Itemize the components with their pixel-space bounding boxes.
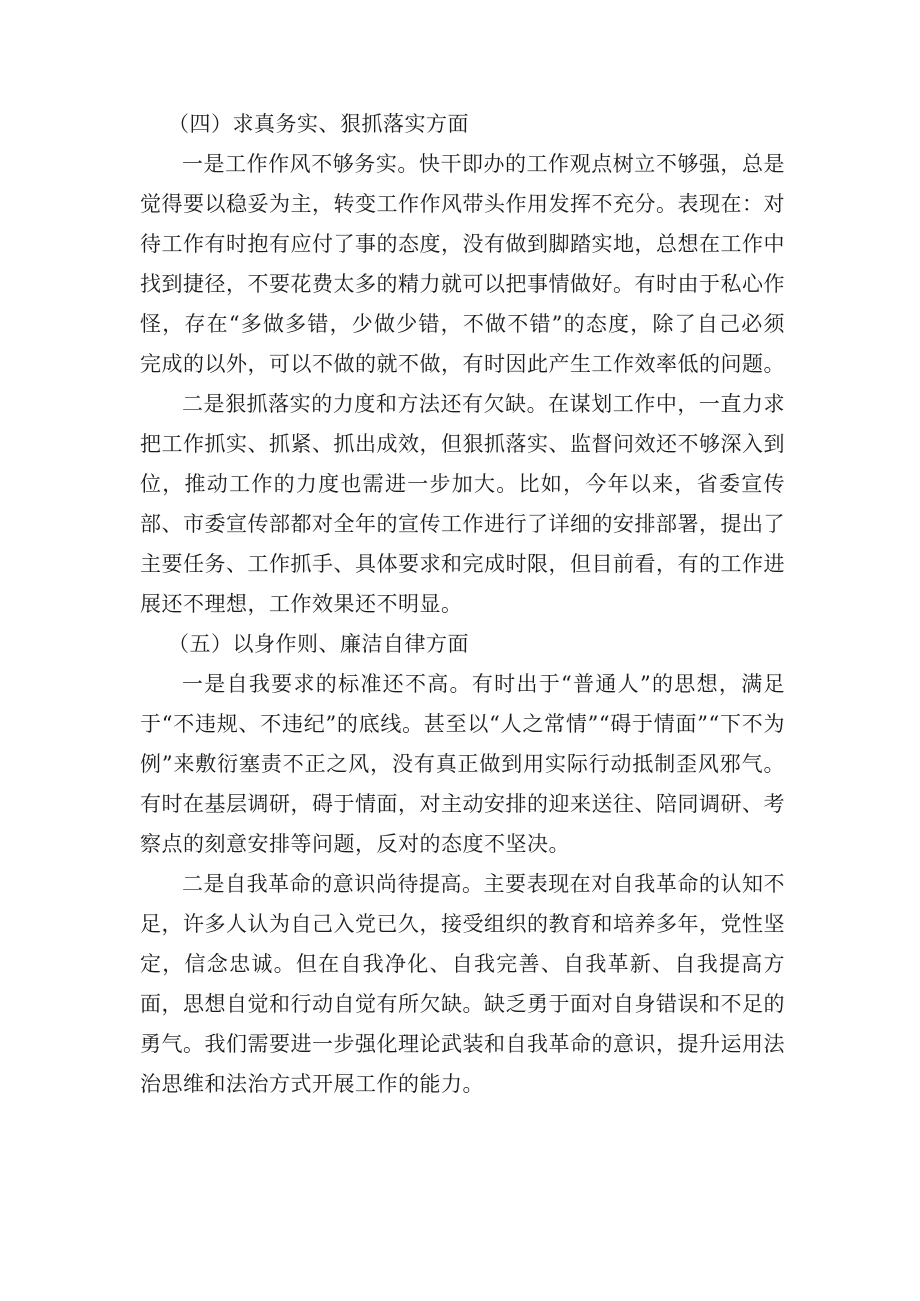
paragraph-implementation: 二是狠抓落实的力度和方法还有欠缺。在谋划工作中，一直力求把工作抓实、抓紧、抓出成效，但狠抓落实、监督问效还不够深入到位，推动工作的力度也需进一步加大。比如，今年以来，省委宣传部、市委宣传部都对全年的宣传工作进行了详细的安排部署，提出了主要任务、工作抓手、具体要求和完成时限，但目前看，有的工作进展还不理想，工作效果还不明显。 xyxy=(140,392,785,616)
paragraph-work-style: 一是工作作风不够务实。快干即办的工作观点树立不够强，总是觉得要以稳妥为主，转变工作作风带头作用发挥不充分。表现在：对待工作有时抱有应付了事的态度，没有做到脚踏实地，总想在工作中找到捷径，不要花费太多的精力就可以把事情做好。有时由于私心作怪，存在“多做多错，少做少错，不做不错”的态度，除了自己必须完成的以外，可以不做的就不做，有时因此产生工作效率低的问题。 xyxy=(140,152,785,376)
section-heading-5: （五）以身作则、廉洁自律方面 xyxy=(168,632,469,656)
section-heading-4: （四）求真务实、狠抓落实方面 xyxy=(168,112,469,136)
paragraph-self-revolution: 二是自我革命的意识尚待提高。主要表现在对自我革命的认知不足，许多人认为自己入党已久，接受组织的教育和培养多年，党性坚定，信念忠诚。但在自我净化、自我完善、自我革新、自我提高方面，思想自觉和行动自觉有所欠缺。缺乏勇于面对自身错误和不足的勇气。我们需要进一步强化理论武装和自我革命的意识，提升运用法治思维和法治方式开展工作的能力。 xyxy=(140,872,785,1096)
document-body xyxy=(140,104,785,1104)
paragraph-self-standards: 一是自我要求的标准还不高。有时出于“普通人”的思想，满足于“不违规、不违纪”的底线。甚至以“人之常情”“碍于情面”“下不为例”来敷衍塞责不正之风，没有真正做到用实际行动抵制歪风邪气。有时在基层调研，碍于情面，对主动安排的迎来送往、陪同调研、考察点的刻意安排等问题，反对的态度不坚决。 xyxy=(140,672,785,856)
